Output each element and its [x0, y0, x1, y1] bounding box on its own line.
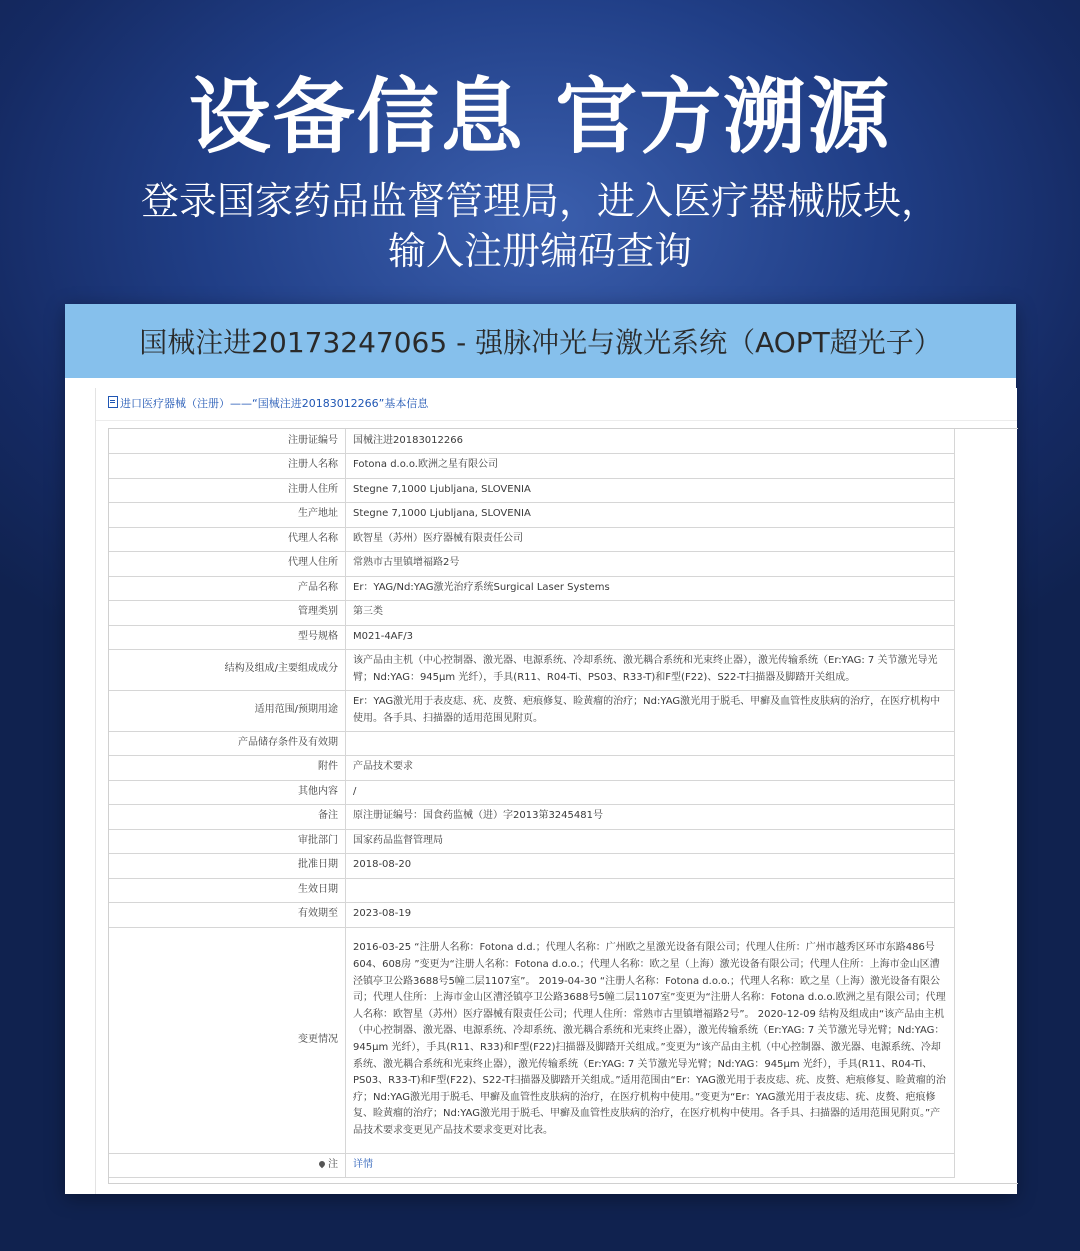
hero-title: 设备信息 官方溯源	[188, 70, 892, 165]
table-row	[109, 731, 955, 755]
row-label: 代理人名称	[109, 527, 346, 551]
row-label: 生产地址	[109, 502, 346, 527]
table-row	[109, 829, 955, 853]
row-label: 产品名称	[109, 576, 346, 600]
row-value: Stegne 7,1000 Ljubljana, SLOVENIA	[346, 502, 955, 527]
table-row	[109, 690, 955, 731]
row-label: 注册人住所	[109, 478, 346, 502]
row-value: Er：YAG/Nd:YAG激光治疗系统Surgical Laser Systems	[346, 576, 955, 600]
row-label: 审批部门	[109, 829, 346, 853]
table-row	[109, 878, 955, 902]
row-label: 代理人住所	[109, 551, 346, 576]
note-label: 注	[328, 1158, 338, 1170]
row-label-note	[109, 1153, 346, 1177]
table-row	[109, 927, 955, 1153]
row-value: 产品技术要求	[346, 755, 955, 780]
row-label: 型号规格	[109, 625, 346, 649]
row-value	[346, 878, 955, 902]
table-row	[109, 527, 955, 551]
table-row	[109, 780, 955, 804]
row-label: 注册人名称	[109, 453, 346, 478]
row-label: 适用范围/预期用途	[109, 690, 346, 731]
row-value	[346, 731, 955, 755]
row-value: M021-4AF/3	[346, 625, 955, 649]
registration-card	[65, 304, 1016, 1194]
row-value-note	[346, 1153, 955, 1177]
row-value: /	[346, 780, 955, 804]
table-row	[109, 453, 955, 478]
hero-subtitle-line-2: 输入注册编码查询	[387, 229, 692, 273]
table-row	[109, 804, 955, 829]
table-row	[109, 551, 955, 576]
document-icon	[108, 396, 118, 408]
table-row	[109, 902, 955, 927]
hero-subtitle-line-1: 登录国家药品监督管理局，进入医疗器械版块，	[140, 179, 939, 223]
row-value: 欧智星（苏州）医疗器械有限责任公司	[346, 527, 955, 551]
row-value: Er：YAG激光用于表皮痣、疣、皮赘、疤痕修复、睑黄瘤的治疗；Nd:YAG激光用于脱毛、甲癣及血管性皮肤病的治疗，在医疗机构中使用。各手具、扫描器的适用范围见附页。	[346, 690, 955, 731]
table-row	[109, 429, 955, 453]
row-label: 其他内容	[109, 780, 346, 804]
row-label: 管理类别	[109, 600, 346, 625]
row-label: 变更情况	[109, 927, 346, 1153]
row-label: 产品储存条件及有效期	[109, 731, 346, 755]
row-label: 附件	[109, 755, 346, 780]
table-row	[109, 625, 955, 649]
hero-subtitle	[0, 176, 1080, 276]
table-row	[109, 600, 955, 625]
row-value: 2018-08-20	[346, 853, 955, 878]
row-value: 国家药品监督管理局	[346, 829, 955, 853]
details-link[interactable]: 详情	[353, 1158, 373, 1170]
row-value: 常熟市古里镇增福路2号	[346, 551, 955, 576]
row-value: Fotona d.o.o.欧洲之星有限公司	[346, 453, 955, 478]
breadcrumb-text[interactable]: 进口医疗器械（注册）——“国械注进20183012266”基本信息	[120, 397, 429, 410]
table-row	[109, 478, 955, 502]
row-label: 结构及组成/主要组成成分	[109, 649, 346, 690]
table-row	[109, 502, 955, 527]
row-value: Stegne 7,1000 Ljubljana, SLOVENIA	[346, 478, 955, 502]
row-value: 国械注进20183012266	[346, 429, 955, 453]
table-row-note	[109, 1153, 955, 1177]
table-row	[109, 755, 955, 780]
row-label: 注册证编号	[109, 429, 346, 453]
pin-icon	[318, 1160, 326, 1168]
row-value: 2016-03-25 “注册人名称：Fotona d.d.；代理人名称：广州欧之星激光设备有限公司；代理人住所：广州市越秀区环市东路486号604、608房 ”变更为“注册人名称：Fotona d.o.o.；代理人名称：欧之星（上海）激光设备有限公司；代理人住所：上海市金山区漕泾镇亭卫公路3688号5幢二层1107室”。 2019-04-30 “注册人名称：Fotona d.o.o.；代理人名称：欧之星（上海）激光设备有限公司；代理人住所：上海市金山区漕泾镇亭卫公路3688号5幢二层1107室”变更为“注册人名称：Fotona d.o.o.欧洲之星有限公司；代理人名称：欧智星（苏州）医疗器械有限责任公司；代理人住所：常熟市古里镇增福路2号”。 2020-12-09 结构及组成由“该产品由主机（中心控制器、激光器、电源系统、冷却系统、激光耦合系统和光束终止器），激光传输系统（Er:YAG: 7 关节激光导光臂；Nd:YAG：945μm 光纤），手具(R11、R33)和F型(F22)扫描器及脚踏开关组成。”变更为“该产品由主机（中心控制器、激光器、电源系统、冷却系统、激光耦合系统和光束终止器），激光传输系统（Er:YAG: 7 关节激光导光臂；Nd:YAG：945μm 光纤），手具(R11、R04-Ti、PS03、R33-T)和F型(F22)、S22-T扫描器及脚踏开关组成。”适用范围由“Er：YAG激光用于表皮痣、疣、皮赘、疤痕修复、睑黄瘤的治疗；Nd:YAG激光用于脱毛、甲癣及血管性皮肤病的治疗，在医疗机构中使用。”变更为“Er：YAG激光用于表皮痣、疣、皮赘、疤痕修复、睑黄瘤的治疗；Nd:YAG激光用于脱毛、甲癣及血管性皮肤病的治疗，在医疗机构中使用。各手具、扫描器的适用范围见附页。”产品技术要求变更见产品技术要求变更对比表。	[346, 927, 955, 1153]
row-label: 生效日期	[109, 878, 346, 902]
table-row	[109, 576, 955, 600]
registration-panel	[95, 388, 1017, 1194]
info-table-wrap	[108, 428, 1018, 1184]
row-label: 批准日期	[109, 853, 346, 878]
row-value: 原注册证编号：国食药监械（进）字2013第3245481号	[346, 804, 955, 829]
info-table	[109, 429, 955, 1178]
row-value: 该产品由主机（中心控制器、激光器、电源系统、冷却系统、激光耦合系统和光束终止器），激光传输系统（Er:YAG: 7 关节激光导光臂；Nd:YAG：945μm 光纤），手具(R11、R04-Ti、PS03、R33-T)和F型(F22)、S22-T扫描器及脚踏开关组成。	[346, 649, 955, 690]
row-label: 备注	[109, 804, 346, 829]
row-label: 有效期至	[109, 902, 346, 927]
row-value: 第三类	[346, 600, 955, 625]
table-row	[109, 853, 955, 878]
breadcrumb[interactable]	[96, 388, 1017, 421]
card-header: 国械注进20173247065 - 强脉冲光与激光系统（AOPT超光子）	[65, 304, 1016, 378]
row-value: 2023-08-19	[346, 902, 955, 927]
table-row	[109, 649, 955, 690]
